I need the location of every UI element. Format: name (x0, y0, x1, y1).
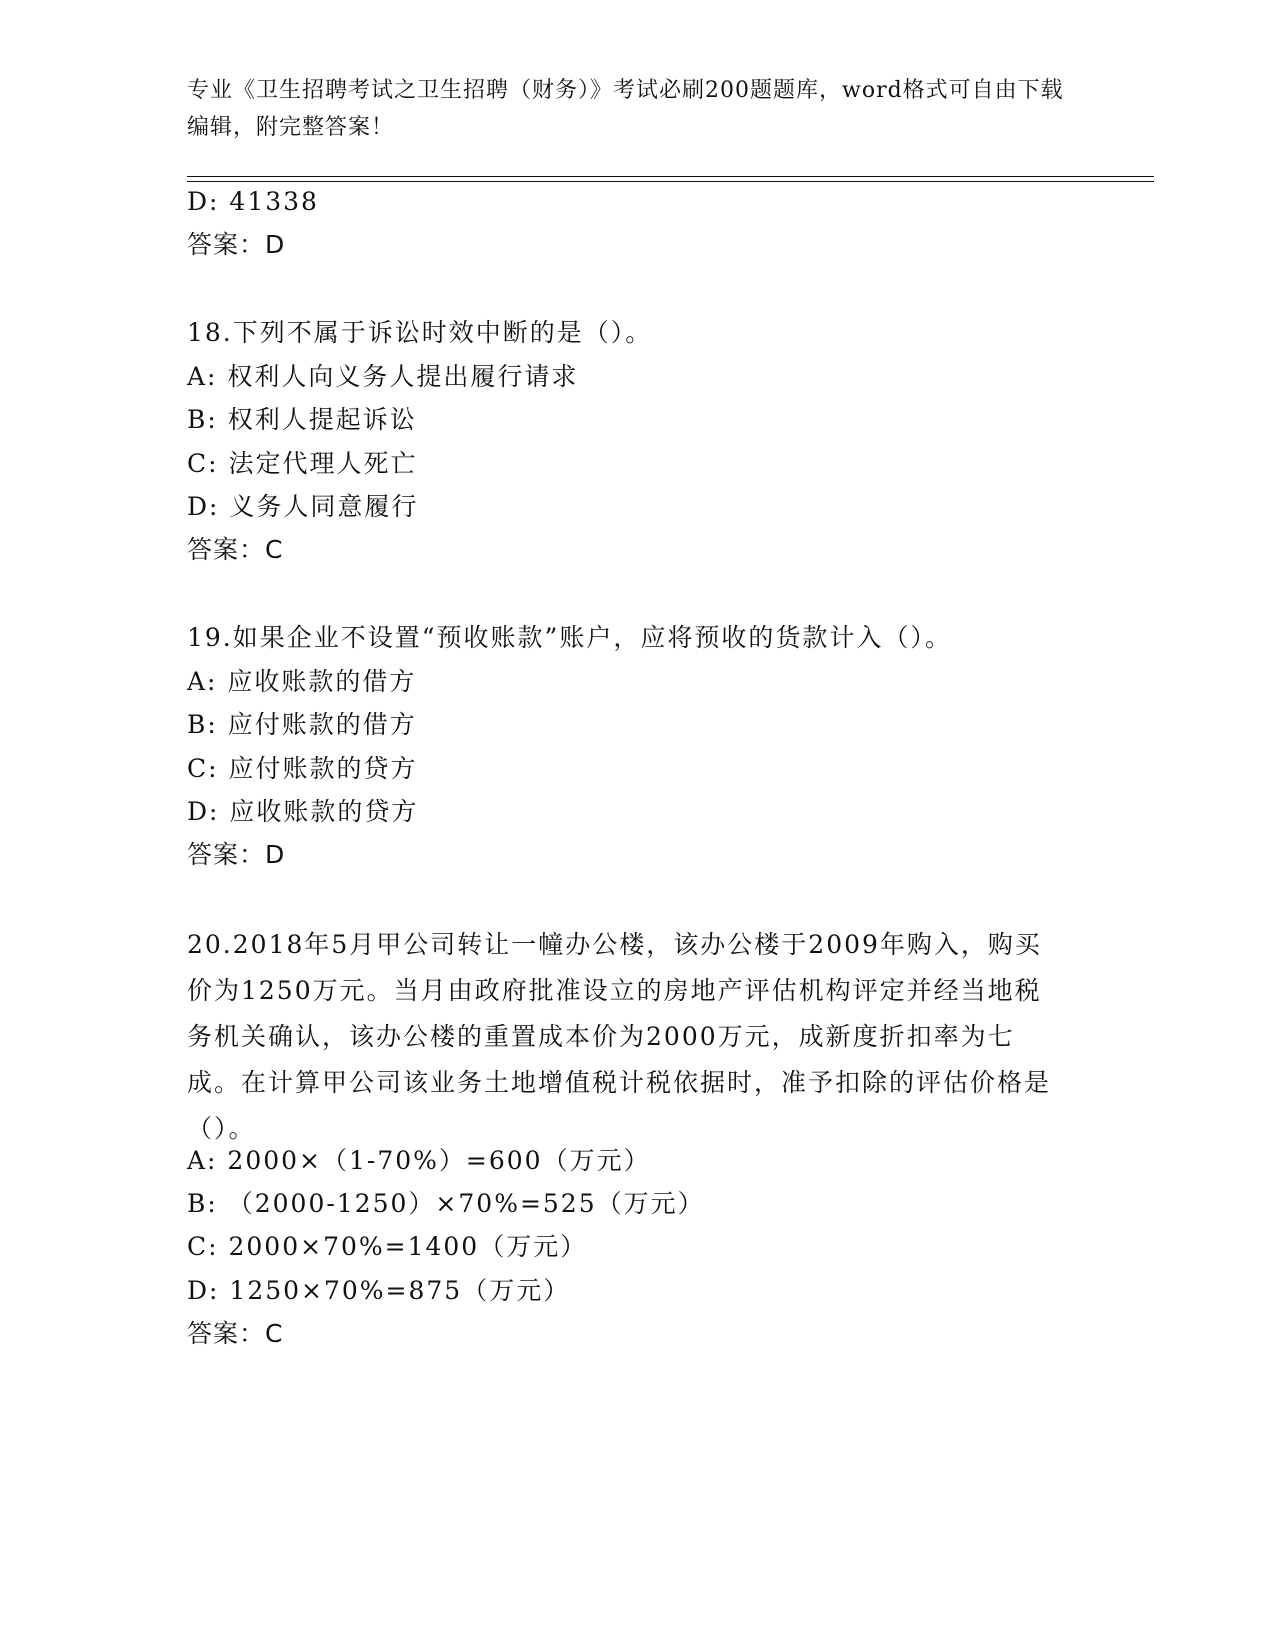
question-19-option-d: D: 应收账款的贷方 (187, 797, 419, 826)
question-20-option-d: D: 1250×70%=875（万元） (187, 1276, 571, 1305)
question-19-stem: 19.如果企业不设置“预收账款”账户，应将预收的货款计入（）。 (187, 623, 952, 652)
question-20-stem: 20.2018年5月甲公司转让一幢办公楼，该办公楼于2009年购入，购买价为1250万元。当月由政府批准设立的房地产评估机构评定并经当地税务机关确认，该办公楼的重置成本价为2000万元，成新度折扣率为七成。在计算甲公司该业务土地增值税计税依据时，准予扣除的评估价格是（）。 (187, 930, 1052, 1143)
question-18-option-c: C: 法定代理人死亡 (187, 449, 418, 478)
question-18-option-a: A: 权利人向义务人提出履行请求 (187, 362, 579, 391)
prev-answer: 答案：D (187, 230, 286, 259)
prev-option-d: D: 41338 (187, 187, 319, 216)
header-divider-top (187, 176, 1154, 177)
question-19-option-b: B: 应付账款的借方 (187, 710, 417, 739)
question-19-option-a: A: 应收账款的借方 (187, 667, 417, 696)
question-20-option-a: A: 2000×（1-70%）=600（万元） (187, 1146, 651, 1175)
question-20-option-b: B: （2000-1250）×70%=525（万元） (187, 1189, 705, 1218)
question-18-answer: 答案：C (187, 535, 284, 564)
question-18-option-b: B: 权利人提起诉讼 (187, 405, 417, 434)
question-18-option-d: D: 义务人同意履行 (187, 492, 419, 521)
question-20-option-c: C: 2000×70%=1400（万元） (187, 1232, 588, 1261)
question-18-stem: 18.下列不属于诉讼时效中断的是（）。 (187, 318, 653, 347)
header-divider-bottom (187, 181, 1154, 182)
question-19-answer: 答案：D (187, 840, 286, 869)
question-20-answer: 答案：C (187, 1319, 284, 1348)
document-header: 专业《卫生招聘考试之卫生招聘（财务）》考试必刷200题题库，word格式可自由下载编辑，附完整答案！ (187, 78, 1064, 140)
question-19-option-c: C: 应付账款的贷方 (187, 754, 418, 783)
